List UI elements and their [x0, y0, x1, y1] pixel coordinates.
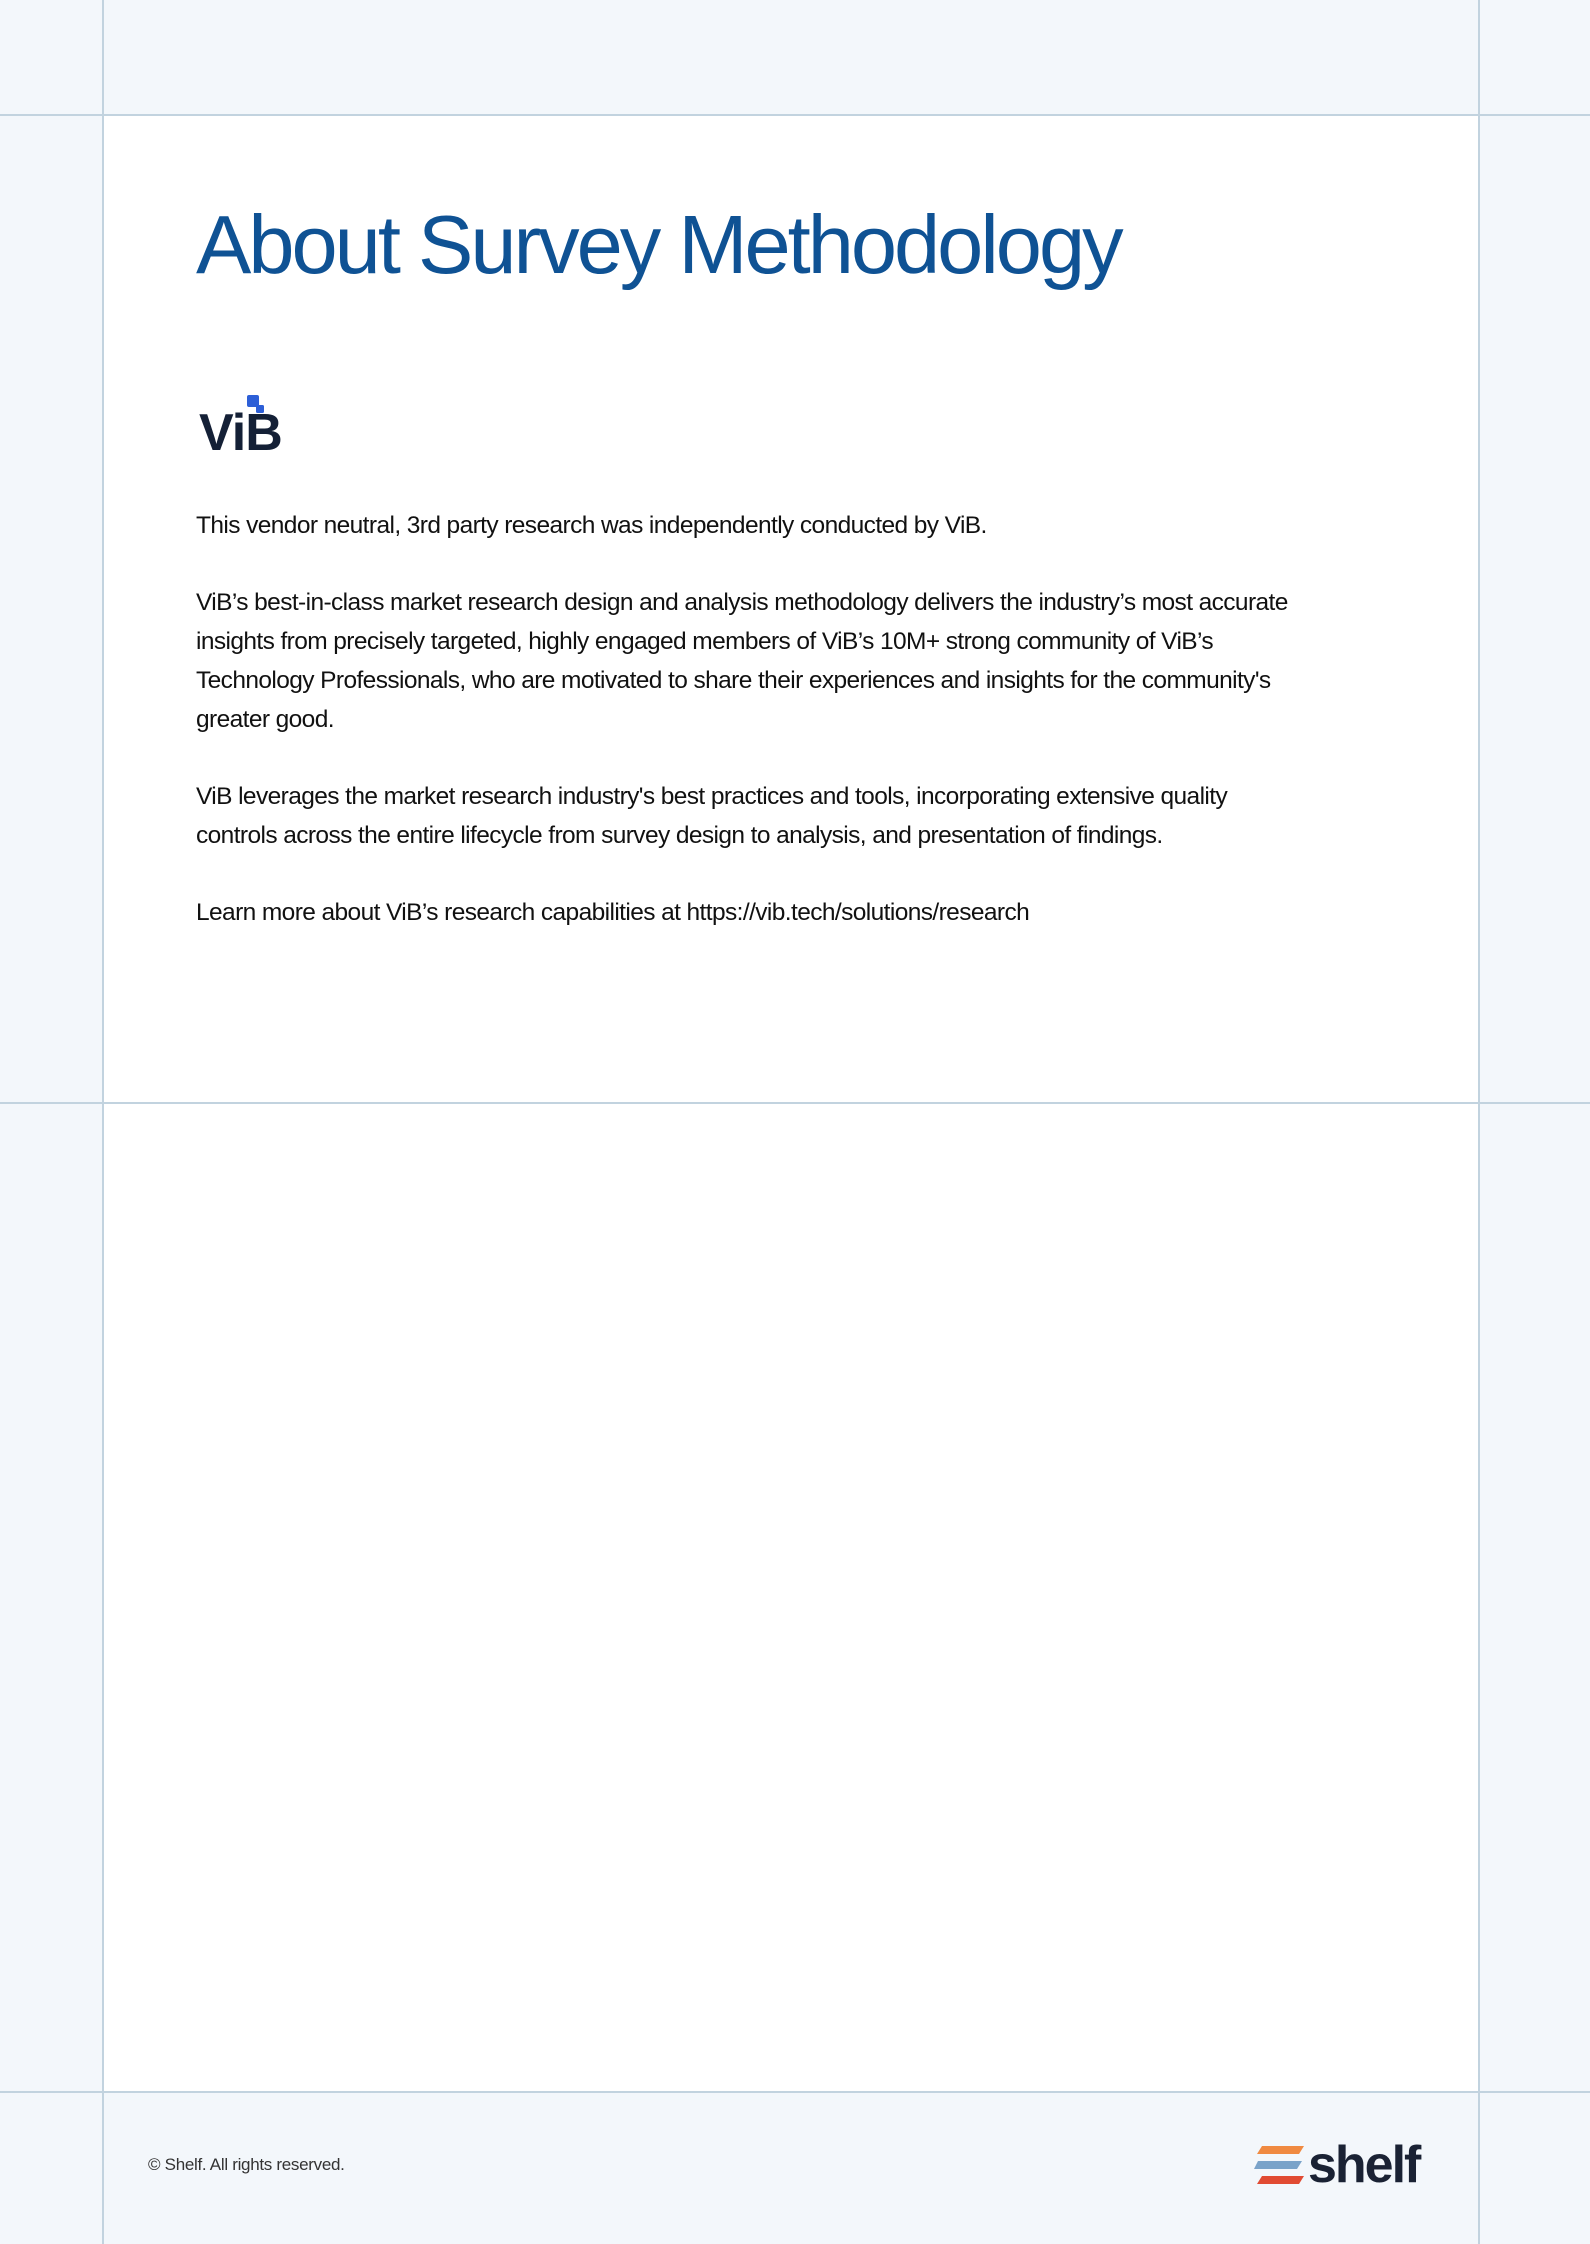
page-title: About Survey Methodology — [196, 198, 1121, 291]
vertical-guide-right — [1478, 0, 1480, 2244]
paragraph-best-practices: ViB leverages the market research industry's best practices and tools, incorporating extensive quality controls across the entire lifecycle from survey design to analysis, and presentation of findings. — [196, 783, 1228, 849]
shelf-logo-icon — [1254, 2145, 1304, 2187]
paragraph-methodology: ViB’s best-in-class market research design and analysis methodology delivers the industry’s most accurate insights from precisely targeted, highly engaged members of ViB’s 10M+ strong community of ViB’s Technology Professionals, who are motivated to share their experiences and insights for the community's greater good. — [196, 589, 1288, 733]
footer-copyright: © Shelf. All rights reserved. — [148, 2155, 345, 2174]
shelf-wordmark: shelf — [1308, 2136, 1420, 2194]
vib-logo-text: ViB — [199, 404, 282, 453]
horizontal-guide-middle — [0, 1102, 1590, 1104]
vertical-guide-left — [102, 0, 104, 2244]
methodology-text — [196, 506, 1296, 970]
shelf-brand — [1254, 2137, 1424, 2193]
horizontal-guide-bottom — [0, 2091, 1590, 2093]
vib-logo-icon — [198, 393, 306, 453]
paragraph-learn-more: Learn more about ViB’s research capabilities at https://vib.tech/solutions/research — [196, 899, 1030, 926]
paragraph-vendor-neutral: This vendor neutral, 3rd party research was independently conducted by ViB. — [196, 512, 987, 539]
vib-logo — [198, 393, 306, 453]
horizontal-guide-top — [0, 114, 1590, 116]
